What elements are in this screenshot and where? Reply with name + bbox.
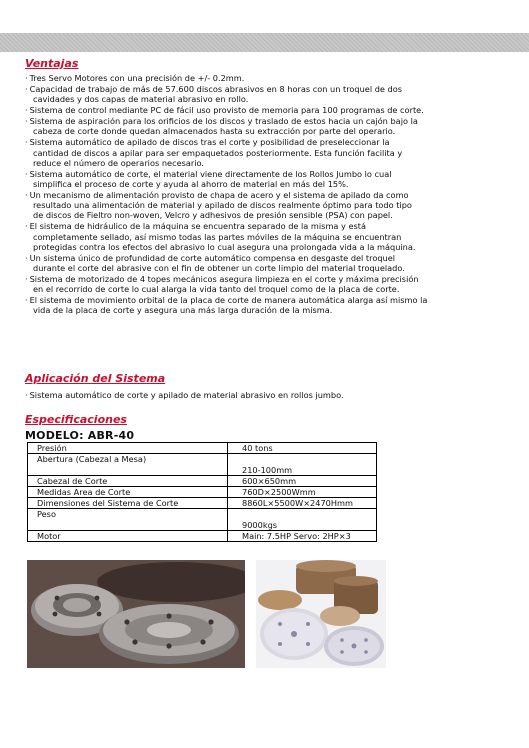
spec-label: Medidas Area de Corte xyxy=(28,487,228,498)
bullet-line: cantidad de discos a apilar para ser empaquetados posteriormente. Esta función facilita y xyxy=(33,147,403,158)
spec-label: Cabezal de Corte xyxy=(28,476,228,487)
bullet-item: · Sistema de aspiración para los orificios de los discos y traslado de estos hacia un cajón bajo la cabeza de corte donde quedan almacenados hasta su extracción por parte del operario. xyxy=(25,116,418,137)
bullet-line: Sistema de motorizado de 4 topes mecánicos asegura limpieza en el corte y máxima precisión xyxy=(29,274,419,285)
bullet-item: · El sistema de movimiento orbital de la placa de corte de manera automática alarga así mismo la vida de la placa de corte y asegura una más larga duración de la misma. xyxy=(25,295,428,316)
spec-table xyxy=(27,442,377,542)
spec-value: 9000kgs xyxy=(228,509,377,531)
cutting-die-photo xyxy=(27,560,245,668)
spec-value: Main: 7.5HP Servo: 2HP×3 xyxy=(228,531,377,542)
spec-value: 600×650mm xyxy=(228,476,377,487)
bullet-line: Un mecanismo de alimentación provisto de chapa de acero y el sistema de apilado da como xyxy=(29,190,409,201)
bullet-item: · Sistema de motorizado de 4 topes mecánicos asegura limpieza en el corte y máxima precisión en el recorrido de corte lo cual alarga la vida tanto del troquel como de la placa de corte. xyxy=(25,274,419,295)
bullet-line: reduce el número de operarios necesario. xyxy=(33,157,204,168)
spec-label: Motor xyxy=(28,531,228,542)
bullet-line: Sistema automático de corte y apilado de material abrasivo en rollos jumbo. xyxy=(29,390,344,400)
model-heading: MODELO: ABR-40 xyxy=(25,429,135,442)
bullet-item: · Un sistema único de profundidad de corte automático compensa en desgaste del troquel durante el corte del abrasive con el fin de obtener un corte limpio del material troquelado. xyxy=(25,252,405,274)
spec-label: Peso xyxy=(28,509,228,531)
bullet-line: Sistema automático de apilado de discos tras el corte y posibilidad de preseleccionar la xyxy=(29,137,390,148)
spec-row xyxy=(28,476,377,487)
bullet-item: · Sistema automático de apilado de discos tras el corte y posibilidad de preseleccionar la cantidad de discos a apilar para ser empaquetados posteriormente. Esta función facilita y reduce el número de operarios necesario. xyxy=(25,137,403,168)
spec-value: 40 tons xyxy=(228,443,377,454)
spec-row xyxy=(28,531,377,542)
bullet-item: · El sistema de hidráulico de la máquina se encuentra separado de la misma y está completamente sellado, así mismo todas las partes móviles de la máquina se encuentran protegidas contra los efectos del abrasivo lo cual asegura una prolongada vida a la máquina. xyxy=(25,221,416,252)
bullet-line: completamente sellado, así mismo todas las partes móviles de la máquina se encuentran xyxy=(33,231,402,242)
spec-row xyxy=(28,454,377,476)
bullet-line: Un sistema único de profundidad de corte automático compensa en desgaste del troquel xyxy=(29,252,396,263)
spec-value: 210-100mm xyxy=(228,454,377,476)
bullet-line: durante el corte del abrasive con el fin de obtener un corte limpio del material troquelado. xyxy=(33,263,405,274)
spec-label: Dimensiones del Sistema de Corte xyxy=(28,498,228,509)
bullet-line: en el recorrido de corte lo cual alarga la vida tanto del troquel como de la placa de corte. xyxy=(33,284,400,295)
bullet-line: cavidades y dos capas de material abrasivo en rollo. xyxy=(33,94,249,105)
bullet-item: · Sistema automático de corte, el material viene directamente de los Rollos Jumbo lo cual simplifica el proceso de corte y ayuda al ahorro de material en más del 15%. xyxy=(25,168,392,190)
abrasive-discs-photo xyxy=(256,560,386,668)
aplicacion-title: Aplicación del Sistema xyxy=(25,372,166,385)
spec-value: 760D×2500Wmm xyxy=(228,487,377,498)
spec-label: Abertura (Cabezal a Mesa) xyxy=(28,454,228,476)
bullet-line: Sistema de control mediante PC de fácil uso provisto de memoria para 100 programas de corte. xyxy=(29,105,424,116)
bullet-line: El sistema de movimiento orbital de la placa de corte de manera automática alarga así mismo la xyxy=(29,295,428,306)
bullet-item: · Un mecanismo de alimentación provisto de chapa de acero y el sistema de apilado da como resultado una alimentación de material y apilado de discos realmente óptimo para todo tipo de discos de Fieltro non-woven, Velcro y adhesivos de presión sensible (PSA) con papel. xyxy=(25,190,412,221)
spec-row xyxy=(28,487,377,498)
bullet-line: Tres Servo Motores con una precisión de +/- 0.2mm. xyxy=(29,73,245,83)
bullet-line: simplifica el proceso de corte y ayuda al ahorro de material en más del 15%. xyxy=(33,179,349,190)
bullet-line: El sistema de hidráulico de la máquina se encuentra separado de la misma y está xyxy=(29,221,367,232)
bullet-item: · Tres Servo Motores con una precisión de +/- 0.2mm. xyxy=(25,73,245,83)
bullet-line: cabeza de corte donde quedan almacenados hasta su extracción por parte del operario. xyxy=(33,126,396,137)
bullet-line: de discos de Fieltro non-woven, Velcro y adhesivos de presión sensible (PSA) con papel. xyxy=(33,210,393,221)
spec-row xyxy=(28,509,377,531)
bullet-line: protegidas contra los efectos del abrasivo lo cual asegura una prolongada vida a la máquina. xyxy=(33,241,416,252)
bullet-line: vida de la placa de corte y asegura una más larga duración de la misma. xyxy=(33,305,333,316)
header-band xyxy=(0,33,529,52)
bullet-line: Sistema automático de corte, el material viene directamente de los Rollos Jumbo lo cual xyxy=(29,168,392,179)
spec-label: Presión xyxy=(28,443,228,454)
spec-row xyxy=(28,498,377,509)
spec-value: 8860L×5500W×2470Hmm xyxy=(228,498,377,509)
aplicacion-list xyxy=(25,390,517,401)
especificaciones-title: Especificaciones xyxy=(25,413,127,426)
bullet-item: · Sistema automático de corte y apilado de material abrasivo en rollos jumbo. xyxy=(25,390,344,400)
bullet-item: · Capacidad de trabajo de más de 57.600 discos abrasivos en 8 horas con un troquel de dos cavidades y dos capas de material abrasivo en rollo. xyxy=(25,84,403,105)
ventajas-list xyxy=(25,73,517,316)
bullet-item: · Sistema de control mediante PC de fácil uso provisto de memoria para 100 programas de corte. xyxy=(25,105,424,116)
spec-row xyxy=(28,443,377,454)
bullet-line: Capacidad de trabajo de más de 57.600 discos abrasivos en 8 horas con un troquel de dos xyxy=(29,84,403,94)
bullet-line: Sistema de aspiración para los orificios de los discos y traslado de estos hacia un cajón bajo la xyxy=(29,116,418,127)
bullet-line: resultado una alimentación de material y apilado de discos realmente óptimo para todo tipo xyxy=(33,200,412,211)
ventajas-title: Ventajas xyxy=(25,57,79,70)
